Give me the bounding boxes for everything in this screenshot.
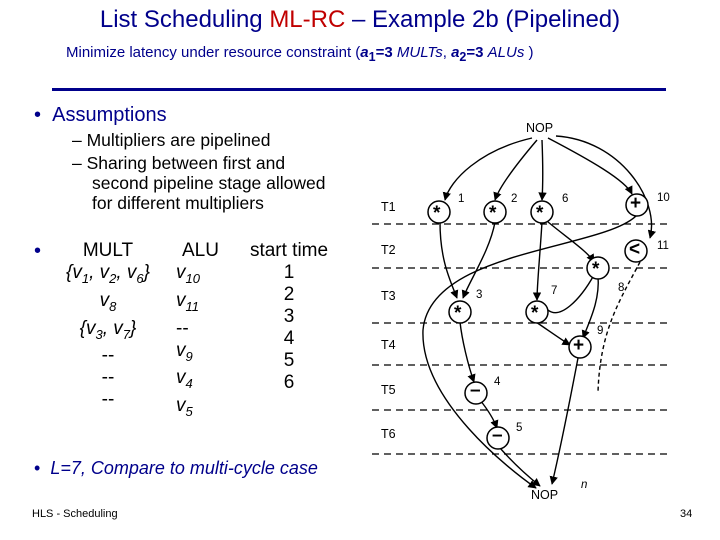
- node-label-6: 6: [562, 193, 569, 205]
- node-label-10: 10: [657, 192, 670, 204]
- mult-cell: {$v_3$, $v_7$}: [79, 317, 137, 342]
- latency-text: L=7, Compare to multi-cycle case: [50, 458, 318, 478]
- subtitle-a2-rest: =3: [466, 44, 488, 61]
- node-label-8: 8: [618, 282, 625, 294]
- op-v2-glyph: *: [489, 203, 497, 224]
- edge-v8-v9-arrow: [583, 276, 598, 338]
- edge-v2-v3: [463, 222, 495, 298]
- edge-nop-v6: [542, 140, 543, 200]
- time-label-t1: T1: [381, 200, 396, 214]
- subtitle-sep: ,: [442, 44, 452, 61]
- mult-cell: --: [101, 389, 115, 411]
- page-number: 34: [680, 508, 693, 520]
- alu-cell: $v_5$: [176, 395, 193, 419]
- node-label-5: 5: [516, 422, 523, 434]
- assumption-item-1: – Multipliers are pipelined: [72, 130, 271, 150]
- start-time-cell: 6: [283, 372, 295, 393]
- nop-sink: NOP: [531, 488, 559, 502]
- time-label-t3: T3: [381, 289, 396, 303]
- start-time-cell: 5: [283, 350, 295, 371]
- edge-nop-v11: [556, 136, 652, 238]
- assumptions-bullet: • Assumptions: [34, 104, 167, 126]
- edge-nop-v1: [445, 138, 532, 200]
- assumption-item-2-line2: second pipeline stage allowed: [92, 173, 326, 193]
- time-label-t4: T4: [381, 338, 396, 352]
- assumptions-heading: Assumptions: [52, 104, 167, 126]
- table-bullet: •: [34, 240, 42, 262]
- title-mlrc: ML-RC: [269, 6, 346, 33]
- subtitle-a1-rest: =3: [375, 44, 397, 61]
- mult-cell: $v_8$: [99, 289, 117, 314]
- start-time-cell: 4: [283, 328, 295, 349]
- edge-v3-v4: [460, 322, 474, 382]
- edge-v10-nop: [423, 216, 636, 488]
- node-label-2: 2: [511, 193, 518, 205]
- node-label-7: 7: [551, 285, 558, 297]
- edge-v6-v7b: [537, 222, 542, 300]
- edge-v7-v9: [536, 322, 570, 345]
- latency-bullet: • L=7, Compare to multi-cycle case: [34, 458, 318, 478]
- subtitle-mults: MULTs: [396, 44, 443, 61]
- op-v3-glyph: *: [454, 303, 462, 324]
- node-label-9: 9: [597, 325, 604, 337]
- op-v8-glyph: *: [592, 259, 600, 280]
- mult-cell: --: [101, 345, 115, 367]
- subtitle-alus: ALUs: [487, 44, 525, 61]
- time-label-t6: T6: [381, 427, 396, 441]
- subtitle-a2-sub: 2: [459, 50, 467, 64]
- op-v6-glyph: *: [536, 203, 544, 224]
- subtitle-a1: a: [360, 44, 369, 61]
- mult-cell: {$v_1$, $v_2$, $v_6$}: [65, 262, 151, 286]
- op-v7-glyph: *: [531, 303, 539, 324]
- op-v9-glyph: +: [573, 335, 585, 356]
- edge-nop-v10: [548, 138, 632, 194]
- node-label-11: 11: [657, 240, 669, 252]
- edge-v9-nop: [552, 358, 578, 484]
- start-time-cell: 2: [283, 284, 295, 305]
- time-label-t2: T2: [381, 243, 396, 257]
- mult-header: MULT: [82, 240, 134, 261]
- time-label-t5: T5: [381, 383, 396, 397]
- subtitle-prefix: Minimize latency under resource constraint (: [66, 44, 361, 61]
- start-time-header: start time: [249, 240, 329, 261]
- op-v11-glyph: <: [629, 239, 641, 260]
- op-v5-glyph: –: [492, 425, 503, 446]
- subtitle-a1-sub: 1: [368, 50, 376, 64]
- alu-cell: $v_4$: [176, 367, 193, 392]
- footer-left: HLS - Scheduling: [32, 508, 118, 520]
- alu-cell: $v_9$: [176, 339, 193, 364]
- node-label-3: 3: [476, 289, 483, 301]
- op-v1-glyph: *: [433, 203, 441, 224]
- alu-cell: $v_{11}$: [176, 289, 199, 314]
- edge-v4-v5: [480, 400, 497, 428]
- assumption-item-2-line1: – Sharing between first and: [72, 153, 286, 173]
- title-rest: – Example 2b (Pipelined): [345, 6, 621, 33]
- node-label-4: 4: [494, 376, 501, 388]
- time-separators: [372, 224, 670, 454]
- title-text: List Scheduling: [99, 6, 270, 33]
- alu-cell: $v_{10}$: [176, 262, 200, 286]
- op-v10-glyph: +: [630, 193, 642, 214]
- mult-cell: --: [101, 367, 115, 389]
- alu-cell: --: [176, 317, 189, 339]
- nop-source: NOP: [526, 121, 554, 135]
- node-label-1: 1: [458, 193, 465, 205]
- node-label-sink: n: [581, 479, 588, 491]
- edge-nop-v2: [495, 140, 537, 200]
- assumption-item-2-line3: for different multipliers: [92, 193, 264, 213]
- alu-header: ALU: [182, 240, 219, 261]
- start-time-cell: 3: [283, 306, 295, 327]
- subtitle-suffix: ): [524, 44, 534, 61]
- op-v4-glyph: –: [470, 380, 481, 401]
- subtitle-a2: a: [451, 44, 460, 61]
- start-time-cell: 1: [283, 262, 295, 283]
